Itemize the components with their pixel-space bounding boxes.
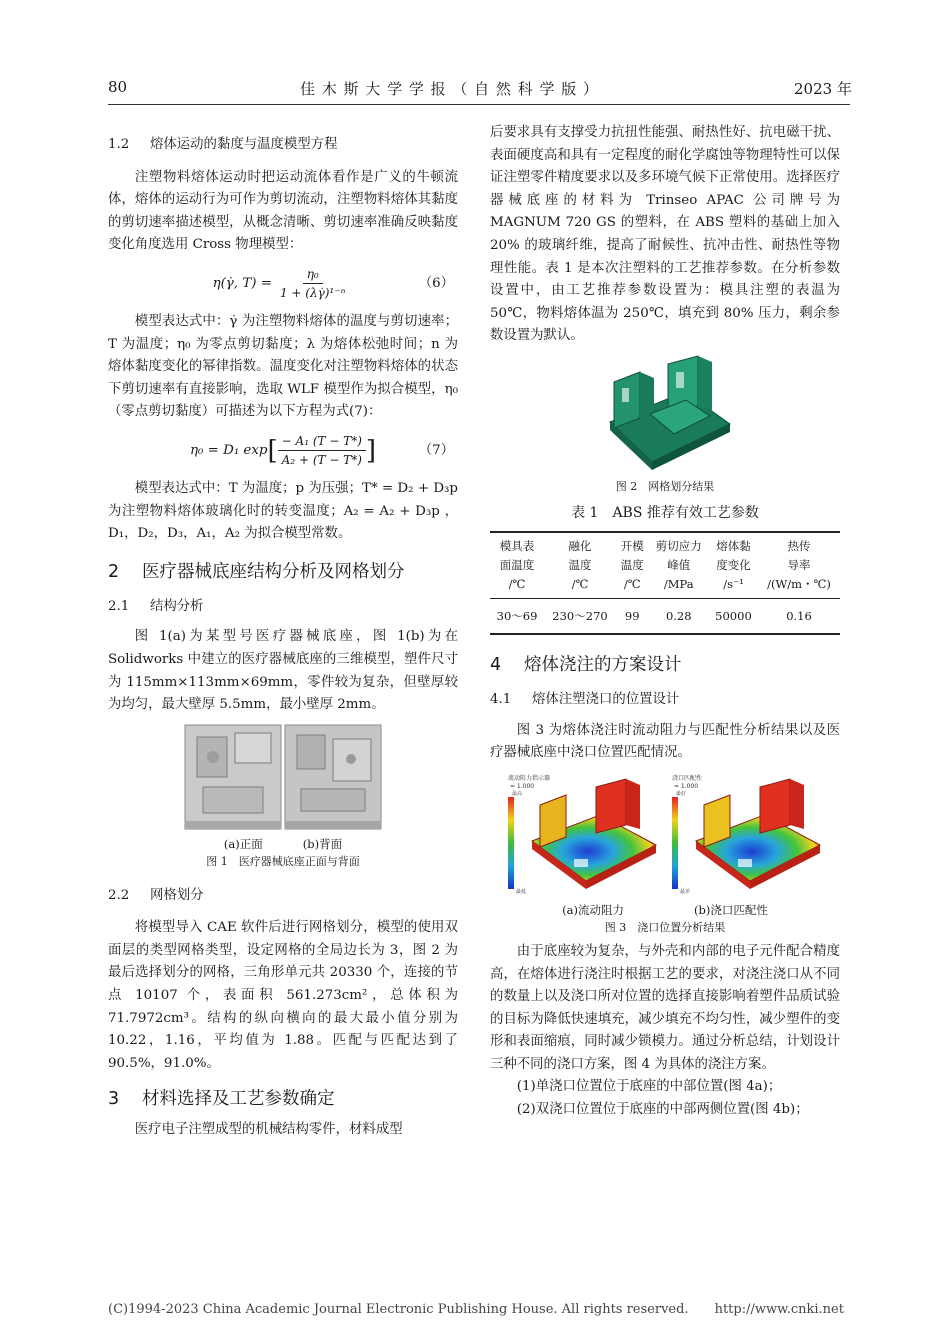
eq-fraction (276, 265, 349, 302)
figure-2 (490, 352, 840, 496)
paragraph: 医疗电子注塑成型的机械结构零件，材料成型 (134, 1122, 403, 1138)
legend-title-a: 流动阻力指示器 (508, 774, 551, 782)
legend-bottom-a: 最低 (516, 888, 527, 895)
section-2-2-heading (108, 885, 458, 908)
section-title: 医疗器械底座结构分析及网格划分 (142, 561, 405, 582)
figure-caption: 图 2 网格划分结果 (615, 479, 715, 493)
legend-value-b: = 1.000 (674, 782, 699, 790)
gate-analysis-image (500, 771, 830, 901)
section-number: 2.2 (108, 887, 130, 903)
eq-numerator: η₀ (303, 265, 323, 284)
right-column (490, 122, 840, 1122)
colorbar-b (672, 797, 678, 889)
section-number: 4 (490, 655, 502, 676)
figure-3-sublabels (562, 901, 768, 919)
sublabel-a: (a)流动阻力 (562, 902, 624, 917)
paragraph: 注塑物料熔体运动时把运动流体看作是广义的牛顿流体，熔体的运动行为可作为剪切流动，注塑物料熔体其黏度的剪切速率描述模型，从概念清晰、剪切速率准确反映黏度变化角度选用 Cross 物理模型： (108, 169, 458, 253)
eq-number: （6） (418, 275, 454, 291)
section-number: 1.2 (108, 137, 130, 152)
section-2-heading (108, 558, 458, 586)
section-3-heading (108, 1085, 458, 1113)
figure-1-sublabels (224, 835, 342, 853)
colorbar-a (508, 797, 514, 889)
eq-denominator: 1 + (λγ̇)¹⁻ⁿ (279, 286, 346, 301)
left-column (108, 128, 458, 1142)
equation-6 (108, 261, 458, 307)
list-item: (2)双浇口位置位于底座的中部两侧位置(图 4b)； (516, 1102, 809, 1118)
table-cell: 0.28 (665, 608, 692, 623)
legend-bottom-b: 最差 (680, 888, 691, 895)
table-header-cell: 模具表 面温度 /℃ (499, 538, 535, 591)
figure-3 (490, 771, 840, 937)
eq-numerator: − A₁ (T − T*) (278, 432, 366, 451)
section-number: 2.1 (108, 598, 130, 614)
mesh-model-image (590, 352, 740, 478)
paragraph: 图 3 为熔体浇注时流动阻力与匹配性分析结果以及医疗器械底座中浇口位置匹配情况。 (490, 722, 840, 761)
table-cell: 99 (624, 608, 640, 623)
table-cell: 230～270 (552, 608, 608, 623)
year: 2023 年 (794, 80, 852, 98)
table-header-cell: 热传 导率 /(W/m・℃) (767, 538, 831, 591)
journal-title: 佳 木 斯 大 学 学 报 （ 自 然 科 学 版 ） (300, 80, 599, 98)
header-rule (108, 104, 850, 105)
table-header-row (490, 532, 840, 599)
paragraph: 将模型导入 CAE 软件后进行网格划分，模型的使用双面层的类型网格类型，设定网格的全局边长为 3，图 2 为最后选择划分的网格，三角形单元共 20330 个，连接的节点 10107 个，表面积 561.273cm²，总体积为 71.7972cm³。结构的纵向横向的最大最小值分别为 10.22，1.16，平均值为 1.88。匹配与匹配达到了 90.5%，91.0%。 (108, 920, 459, 1071)
table-cell: 0.16 (786, 608, 812, 623)
eq-lhs: η(γ̇, T) = (212, 275, 272, 291)
page-number: 80 (108, 78, 128, 96)
list-item: (1)单浇口位置位于底座的中部位置(图 4a)； (516, 1079, 782, 1095)
eq-number: （7） (418, 442, 454, 458)
table-cell: 30～69 (496, 608, 538, 623)
sublabel-b: (b)浇口匹配性 (694, 902, 768, 917)
paragraph: 图 1(a)为某型号医疗器械底座，图 1(b)为在 Solidworks 中建立的医疗器械底座的三维模型，塑件尺寸为 115mm×113mm×69mm，零件较为复杂，但壁厚较为均匀，最大壁厚 5.5mm，最小壁厚 2mm。 (108, 629, 458, 713)
section-1-2-heading (108, 134, 458, 157)
eq-lhs: η₀ = D₁ exp (189, 442, 268, 458)
table-row (490, 598, 840, 634)
paragraph: 模型表达式中：γ̇ 为注塑物料熔体的温度与剪切速率；T 为温度；η₀ 为零点剪切黏度；λ 为熔体松弛时间；n 为熔体黏度变化的幂律指数。温度变化对注塑物料熔体的状态下剪切速率有直接影响，选取 WLF 模型作为拟合模型，η₀（零点剪切黏度）可描述为以下方程为式(7)： (108, 313, 458, 420)
sublabel-b: (b)背面 (302, 836, 343, 851)
sublabel-a: (a)正面 (223, 836, 263, 851)
figure-caption: 图 3 浇口位置分析结果 (604, 920, 726, 934)
legend-value-a: = 1.000 (510, 782, 535, 790)
eq-fraction (278, 432, 366, 469)
section-number: 2 (108, 561, 120, 582)
section-title: 熔体浇注的方案设计 (524, 655, 682, 676)
legend-top-b: 最好 (676, 790, 687, 797)
eq-denominator: A₂ + (T − T*) (281, 453, 362, 468)
section-title: 熔体注塑浇口的位置设计 (532, 692, 680, 708)
section-4-1-heading (490, 689, 840, 712)
bracket-right: ] (365, 435, 377, 466)
table-1 (490, 531, 840, 636)
paragraph: 由于底座较为复杂，与外壳和内部的电子元件配合精度高，在熔体进行浇注时根据工艺的要求，对浇注浇口从不同的数量上以及浇口所对位置的选择直接影响着塑件品质试验的目标为降低快速填充，减少填充不均匀性，减少塑件的变形和表面缩痕，同时减少锁模力。通过分析总结，计划设计三种不同的浇口方案，图 4 为具体的浇注方案。 (490, 943, 840, 1072)
table-cell: 50000 (715, 608, 752, 623)
equation-7 (108, 428, 458, 474)
figure-1 (108, 723, 458, 871)
section-title: 结构分析 (150, 598, 204, 614)
section-number: 3 (108, 1089, 120, 1110)
section-2-1-heading (108, 596, 458, 619)
section-title: 材料选择及工艺参数确定 (142, 1089, 335, 1110)
copyright-footer: (C)1994-2023 China Academic Journal Electronic Publishing House. All rights reserved. http://www.cnki.net (108, 1302, 844, 1317)
section-number: 4.1 (490, 692, 512, 708)
section-title: 熔体运动的黏度与温度模型方程 (150, 137, 338, 152)
table-header-cell: 开模 温度 /℃ (620, 538, 644, 591)
section-4-heading (490, 651, 840, 679)
table-header-cell: 剪切应力 峰值 /MPa (655, 538, 702, 591)
figure-caption: 图 1 医疗器械底座正面与背面 (206, 854, 360, 868)
table-header-cell: 融化 温度 /℃ (568, 538, 592, 591)
section-title: 网格划分 (150, 887, 204, 903)
table-header-cell: 熔体黏 度变化 /s⁻¹ (716, 538, 751, 591)
paragraph: 模型表达式中：T 为温度；p 为压强；T* = D₂ + D₃p 为注塑物料熔体玻璃化时的转变温度；A₂ = A₂ + D₃p ，D₁，D₂，D₃，A₁，A₂ 为拟合模型常数。 (108, 480, 458, 542)
legend-title-b: 浇口匹配性 (672, 774, 703, 782)
paragraph: 后要求具有支撑受力抗扭性能强、耐热性好、抗电磁干扰、表面硬度高和具有一定程度的耐化学腐蚀等物理特性可以保证注塑零件精度要求以及多环境气候下正常使用。选择医疗器械底座的材料为 Trinseo APAC 公司牌号为 MAGNUM 720 GS 的塑料，在 ABS 塑料的基础上加入 20% 的玻璃纤维，提高了耐候性、抗冲击性、耐热性等物理性能。表 1 是本次注塑料的工艺推荐参数。在分析参数设置中，由工艺推荐参数设置为：模具注塑的表温为 50℃，物料熔体温为 250℃，填充到 80% 压力，剩余参数设置为默认。 (490, 125, 840, 344)
bracket-left: [ (267, 435, 278, 466)
table-1-title: 表 1 ABS 推荐有效工艺参数 (571, 504, 759, 521)
legend-top-a: 最高 (512, 790, 523, 797)
base-front-back-image (183, 723, 383, 835)
